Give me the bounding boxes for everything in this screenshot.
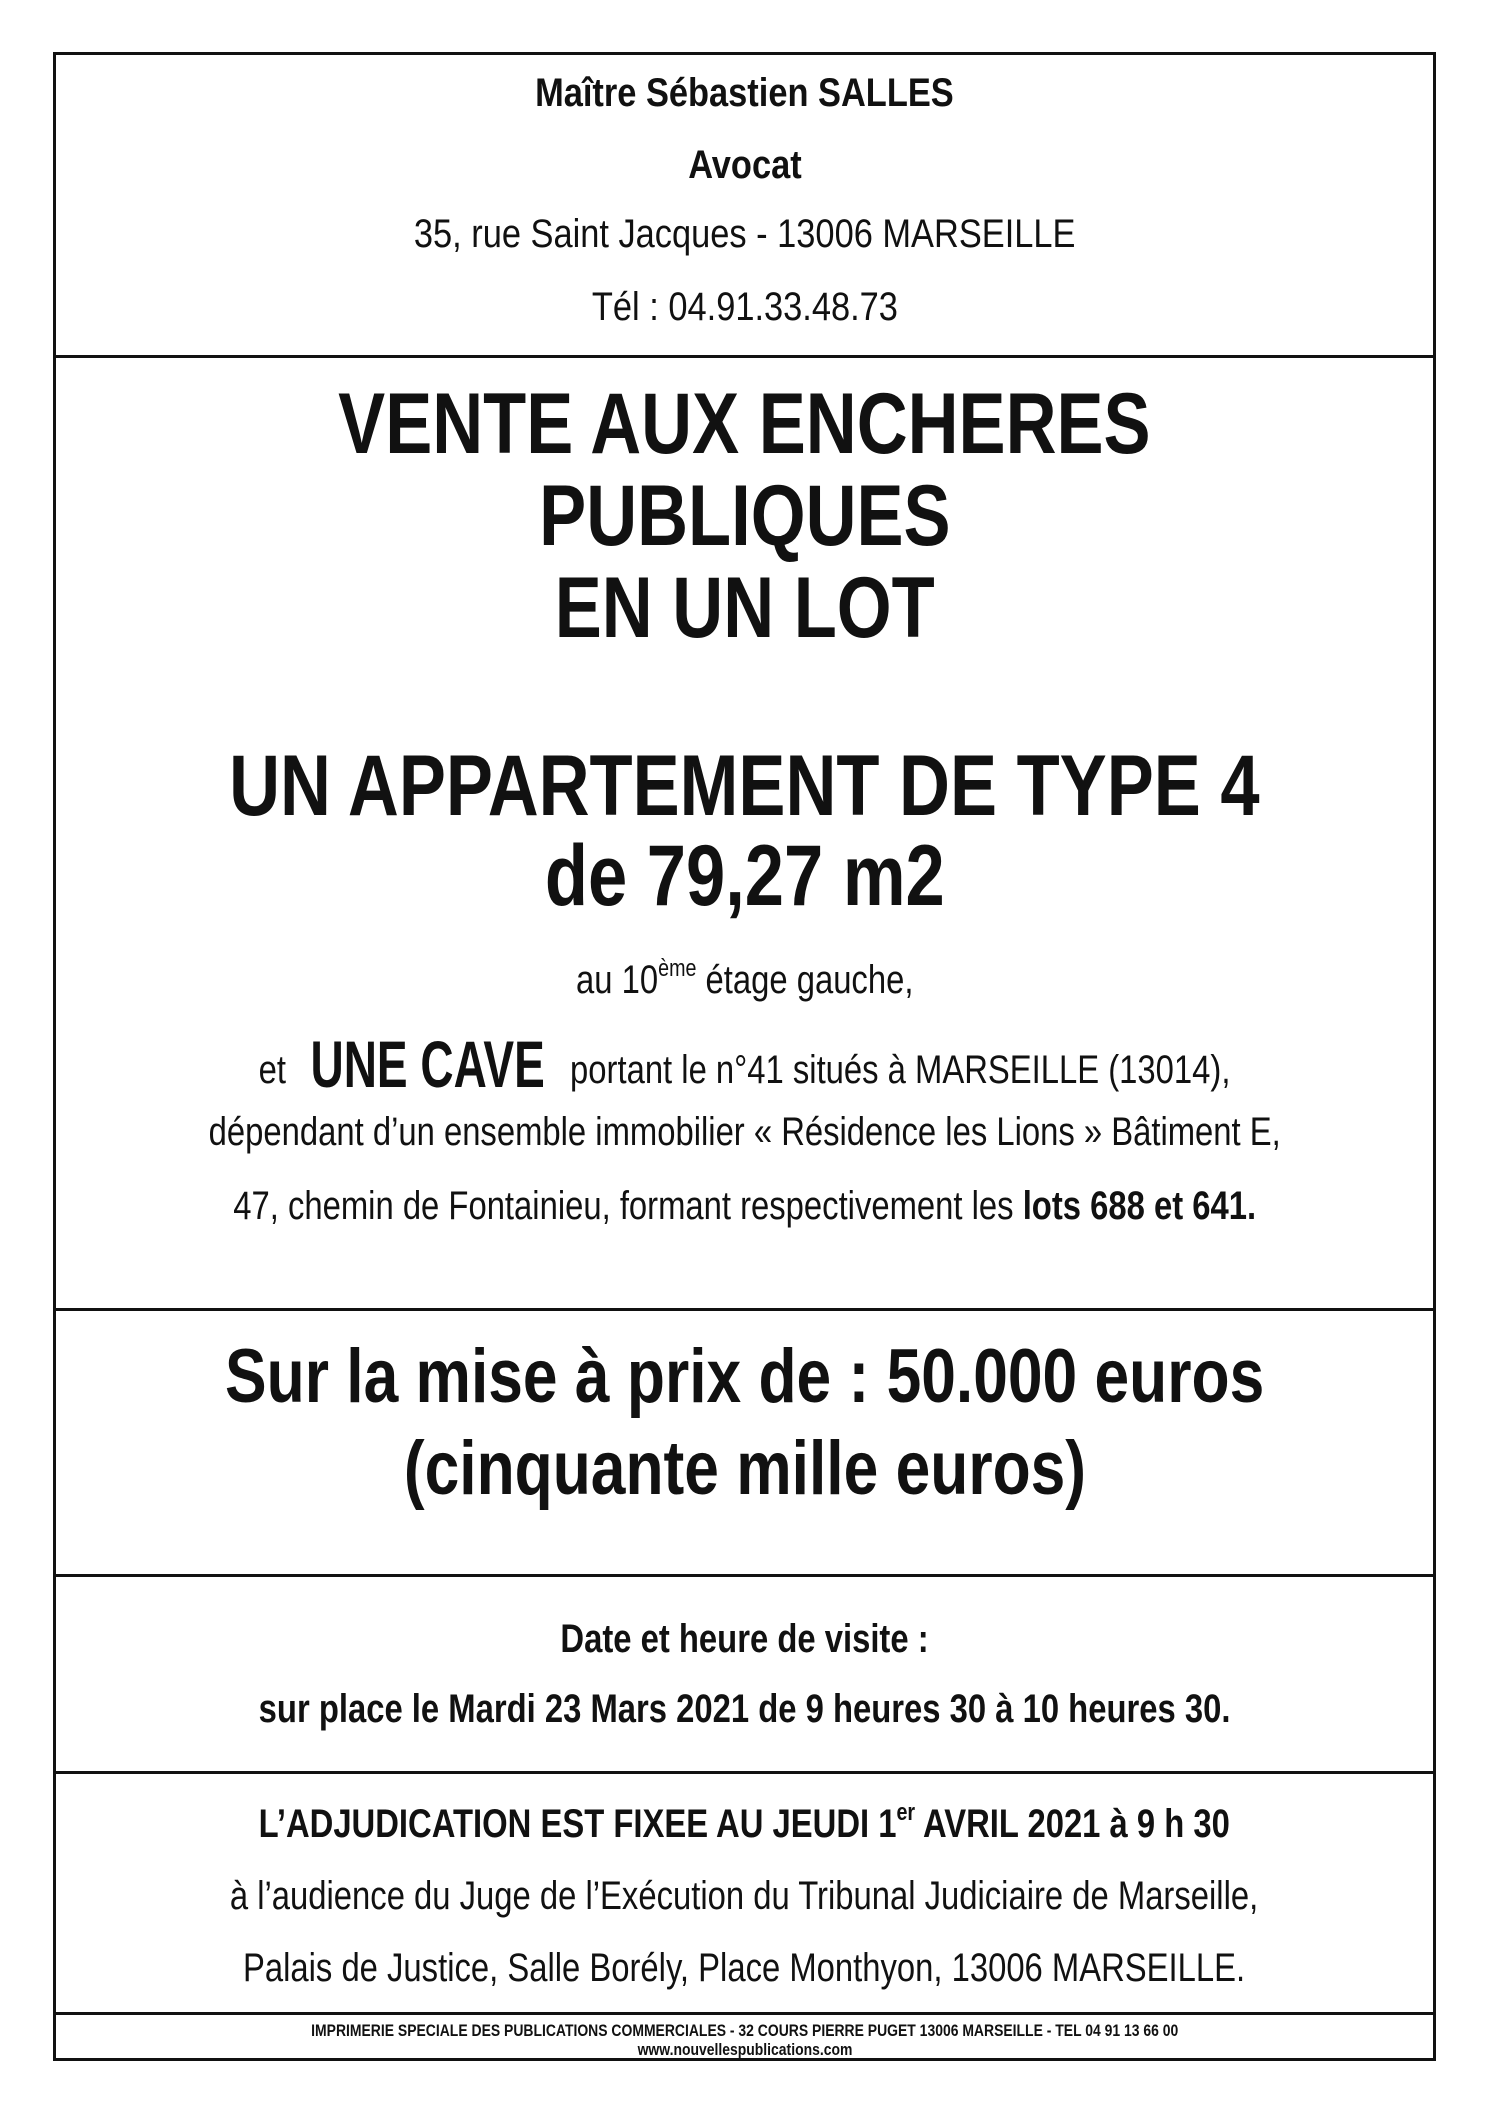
lawyer-title: Avocat	[687, 143, 802, 187]
visit-details: sur place le Mardi 23 Mars 2021 de 9 heures 30 à 10 heures 30.	[258, 1687, 1231, 1731]
lawyer-address: 35, rue Saint Jacques - 13006 MARSEILLE	[413, 212, 1076, 256]
adjudication-court: à l’audience du Juge de l’Exécution du Tribunal Judiciaire de Marseille,	[230, 1874, 1259, 1918]
adjudication-section	[56, 1774, 1433, 2015]
printer-footer	[56, 2015, 1433, 2061]
sale-section	[56, 358, 1433, 1311]
description-line-2: 47, chemin de Fontainieu, formant respectivement les lots 688 et 641.	[233, 1184, 1256, 1228]
starting-price: Sur la mise à prix de : 50.000 euros (cinquante mille euros)	[224, 1334, 1265, 1511]
lawyer-phone: Tél : 04.91.33.48.73	[591, 285, 898, 329]
printer-info: IMPRIMERIE SPECIALE DES PUBLICATIONS COMMERCIALES - 32 COURS PIERRE PUGET 13006 MARSEILLE - TEL 04 91 13 66 00	[310, 2021, 1179, 2040]
lawyer-name: Maître Sébastien SALLES	[535, 71, 954, 115]
cave-line: et UNE CAVE portant le n°41 situés à MARSEILLE (13014),	[258, 1027, 1231, 1101]
visit-title: Date et heure de visite :	[560, 1617, 929, 1661]
cave-label: UNE CAVE	[310, 1027, 546, 1101]
lawyer-section	[56, 55, 1433, 358]
notice-frame	[53, 52, 1436, 2061]
description-line-1: dépendant d’un ensemble immobilier « Résidence les Lions » Bâtiment E,	[208, 1110, 1281, 1154]
price-section	[56, 1311, 1433, 1577]
sale-headline: VENTE AUX ENCHERES PUBLIQUES EN UN LOT	[338, 376, 1151, 656]
adjudication-title: L’ADJUDICATION EST FIXEE AU JEUDI 1er AVRIL 2021 à 9 h 30	[258, 1799, 1231, 1846]
floor-line: au 10ème étage gauche,	[575, 955, 914, 1002]
printer-website: www.nouvellespublications.com	[637, 2040, 852, 2059]
property-heading: UN APPARTEMENT DE TYPE 4 de 79,27 m2	[229, 738, 1260, 924]
visit-section	[56, 1577, 1433, 1774]
adjudication-address: Palais de Justice, Salle Borély, Place Monthyon, 13006 MARSEILLE.	[243, 1946, 1246, 1990]
lots-numbers: lots 688 et 641.	[1022, 1184, 1256, 1228]
